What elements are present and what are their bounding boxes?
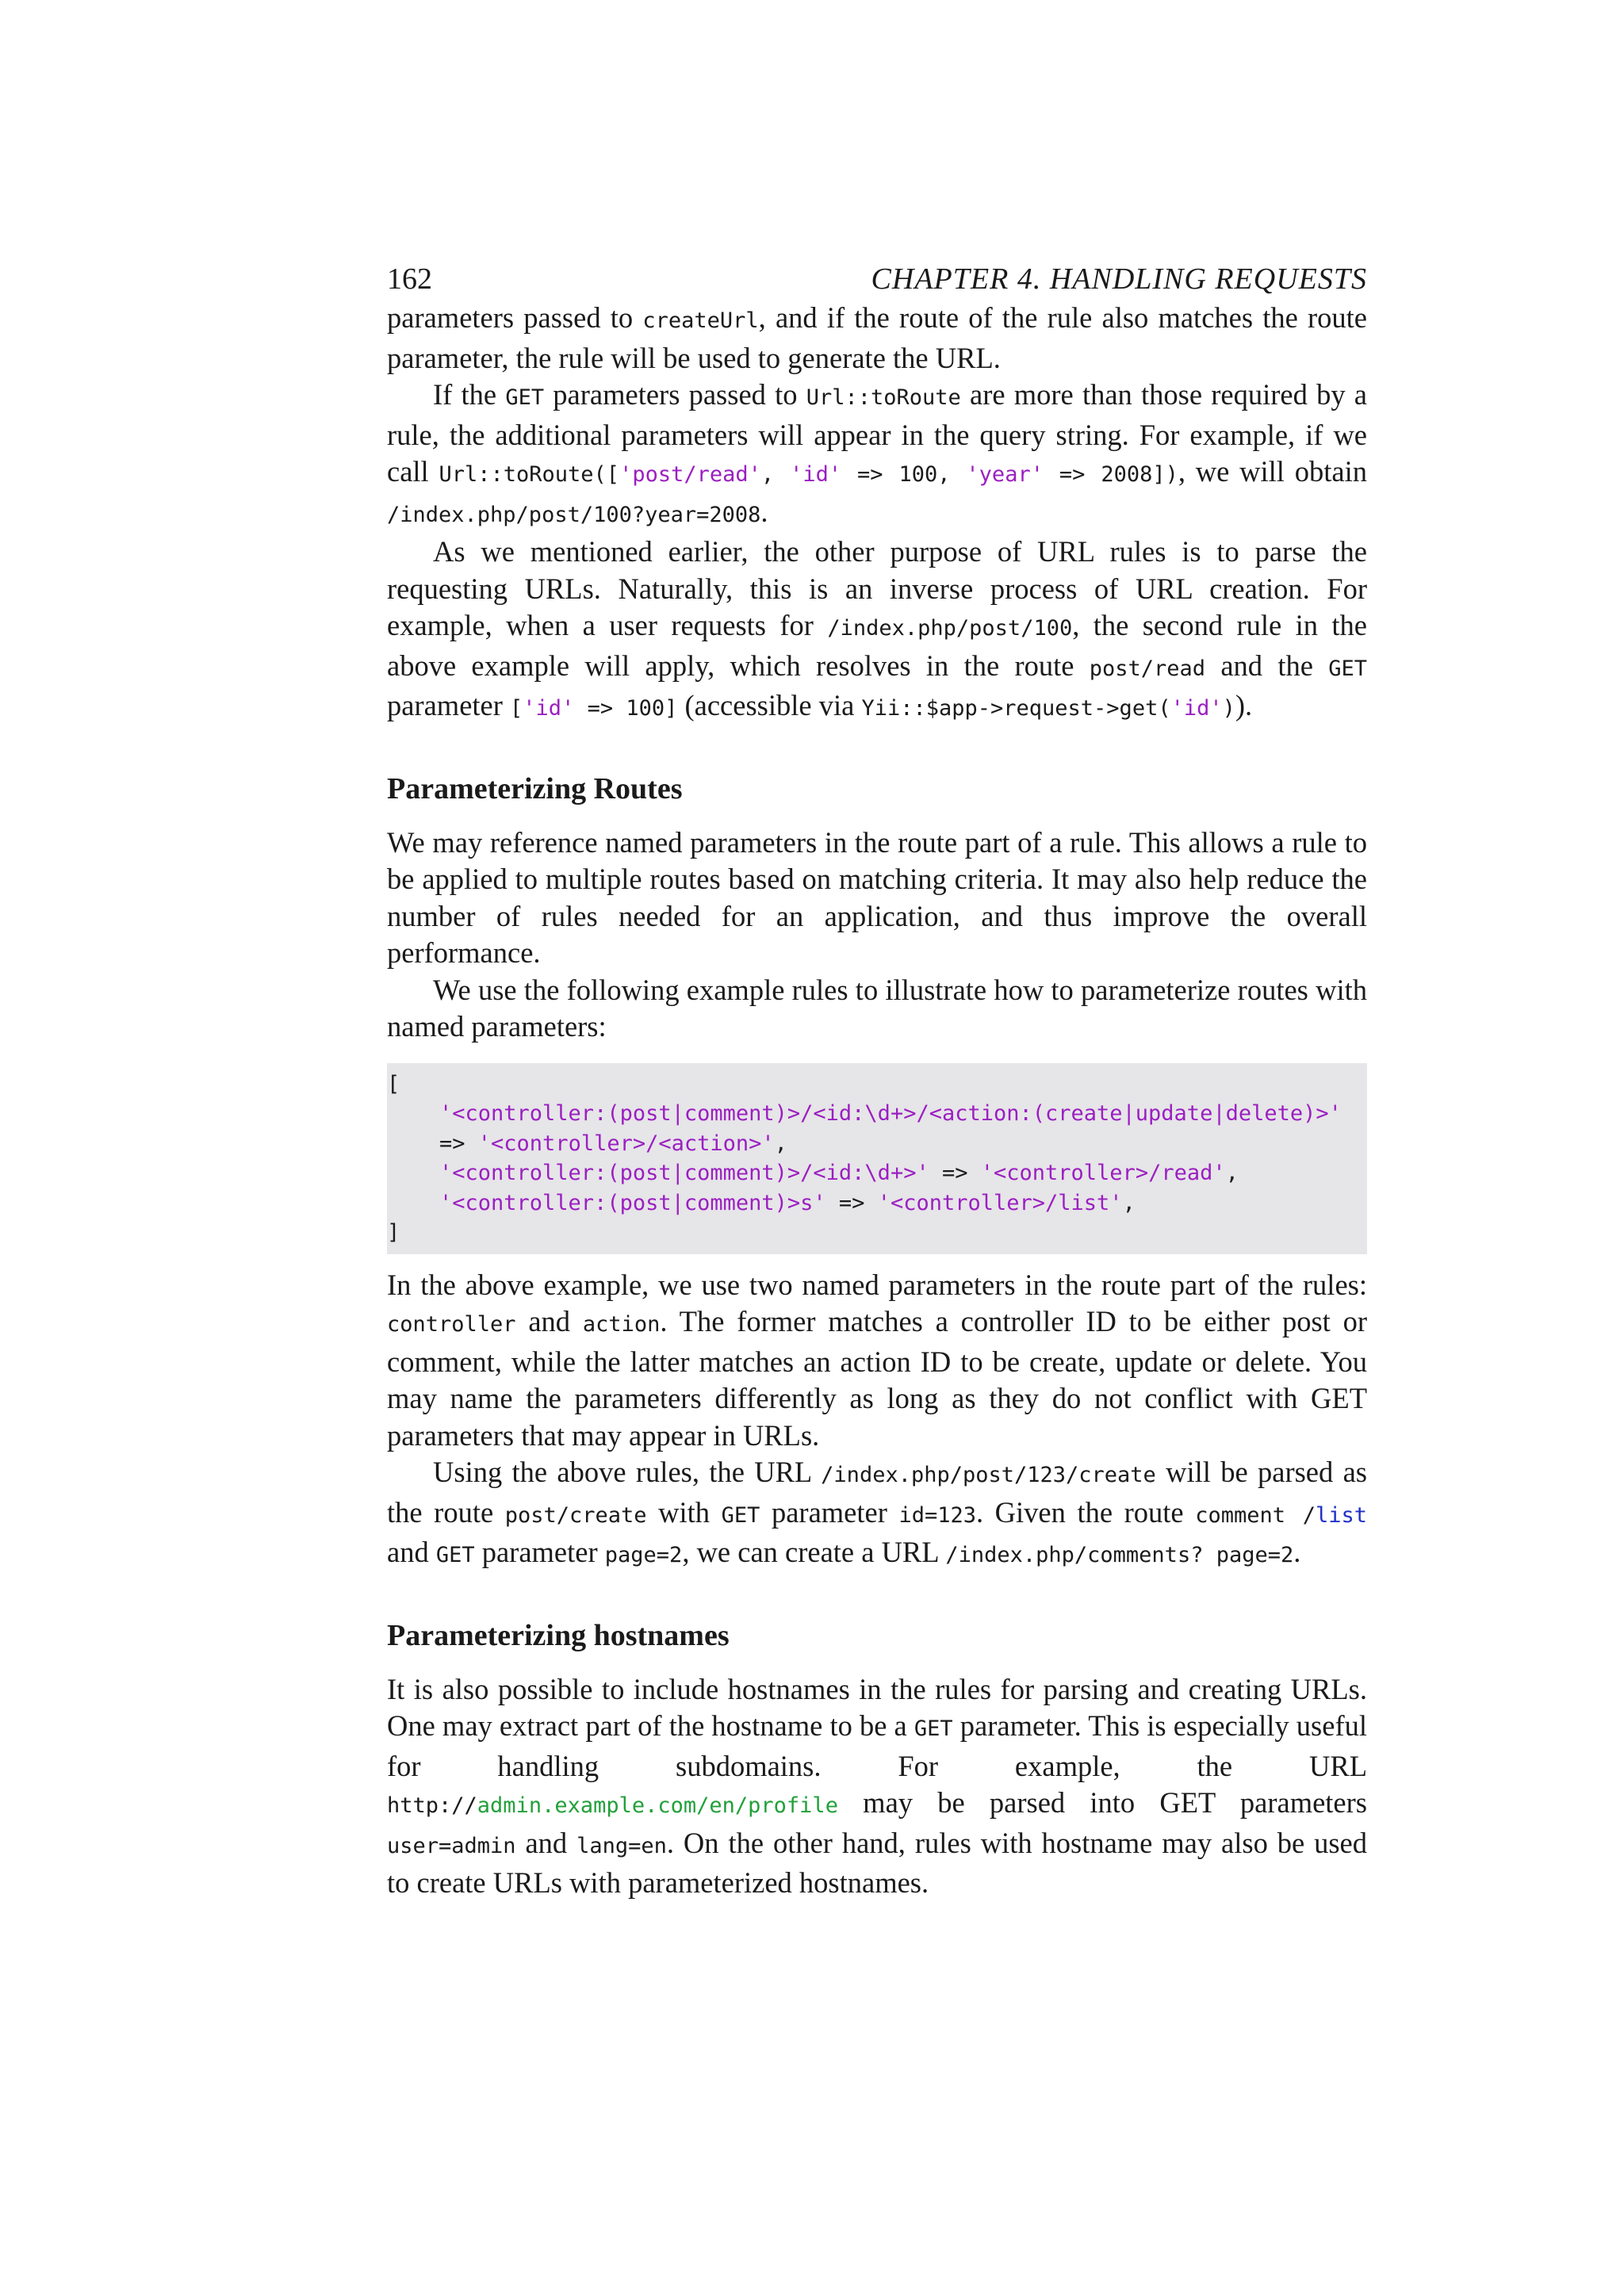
inline-code: ['id' => 100] xyxy=(510,696,678,721)
inline-code: lang=en xyxy=(576,1833,667,1858)
page-number: 162 xyxy=(387,262,432,296)
paragraph: Using the above rules, the URL /index.php/post/123/create will be parsed as the route post/create with GET parameter id=123. Given the route comment /list and GET parameter page=2, we can create a URL /index.php/comments? page=2. xyxy=(387,1456,1367,1568)
chapter-title: CHAPTER 4. HANDLING REQUESTS xyxy=(871,262,1367,296)
running-header xyxy=(387,252,1367,300)
document-page xyxy=(387,252,1367,1902)
inline-code: user=admin xyxy=(387,1833,516,1858)
inline-code: controller xyxy=(387,1312,516,1337)
inline-code: action xyxy=(582,1312,661,1337)
code-line: => '<controller>/<action>', xyxy=(439,1131,787,1156)
inline-code: /index.php/post/100 xyxy=(827,616,1073,641)
inline-code: id=123 xyxy=(898,1502,976,1528)
inline-code: Yii::$app->request->get('id') xyxy=(861,696,1235,721)
inline-code: /index.php/post/100?year=2008 xyxy=(387,502,761,527)
section-heading: Parameterizing hostnames xyxy=(387,1618,730,1652)
inline-code: post/create xyxy=(504,1502,647,1528)
inline-code: GET xyxy=(505,385,545,410)
code-block xyxy=(387,1063,1367,1254)
paragraph: It is also possible to include hostnames in the rules for parsing and creating URLs. One may extract part of the hostname to be a GET parameter. This is especially useful for handling subdomains. For example, the URL http://admin.example.com/en/profile may be parsed into GET parameters user=admin and lang=en. On the other hand, rules with hostname may also be used to create URLs with parameterized hostnames. xyxy=(387,1672,1368,1899)
code-line: ] xyxy=(387,1220,400,1245)
inline-code: comment /list xyxy=(1195,1502,1367,1528)
url-link[interactable]: http://admin.example.com/en/profile xyxy=(387,1793,838,1818)
code-line: '<controller:(post|comment)>s' => '<controller>/list', xyxy=(439,1190,1136,1215)
inline-code: GET xyxy=(1328,656,1368,681)
inline-code: GET xyxy=(721,1502,760,1528)
paragraph: In the above example, we use two named parameters in the route part of the rules: controller and action. The former matches a controller ID to be either post or comment, while the latter matches an action ID to be create, update or delete. You may name the parameters differently as long as they do not conflict with GET parameters that may appear in URLs. xyxy=(387,1268,1367,1452)
paragraph: We use the following example rules to illustrate how to parameterize routes with named parameters: xyxy=(387,973,1367,1043)
inline-code: Url::toRoute(['post/read', 'id' => 100, 'year' => 2008]) xyxy=(439,462,1178,487)
section-heading: Parameterizing Routes xyxy=(387,771,683,806)
inline-code: post/read xyxy=(1089,656,1206,681)
paragraph: parameters passed to createUrl, and if the route of the rule also matches the route parameter, the rule will be used to generate the URL. xyxy=(387,301,1367,374)
inline-code: page=2 xyxy=(604,1543,683,1567)
paragraph: As we mentioned earlier, the other purpose of URL rules is to parse the requesting URLs. Naturally, this is an inverse process of URL creation. For example, when a user requests for /index.php/post/100, the second rule in the above example will apply, which resolves in the route post/read and the GET parameter ['id' => 100] (accessible via Yii::$app->request->get('id')). xyxy=(387,535,1368,721)
inline-code: /index.php/post/123/create xyxy=(821,1463,1156,1487)
code-line: '<controller:(post|comment)>/<id:\d+>/<action:(create|update|delete)>' xyxy=(439,1101,1342,1126)
code-line: [ xyxy=(387,1071,400,1096)
inline-code: GET xyxy=(435,1543,475,1567)
inline-code: createUrl xyxy=(642,308,759,333)
paragraph: If the GET parameters passed to Url::toRoute are more than those required by a rule, the additional parameters will appear in the query string. For example, if we call Url::toRoute(['post/read', 'id' => 100, 'year' => 2008]), we will obtain /index.php/post/100?year=2008. xyxy=(387,378,1367,528)
inline-code: GET xyxy=(914,1716,953,1741)
code-line: '<controller:(post|comment)>/<id:\d+>' => '<controller>/read', xyxy=(439,1161,1239,1185)
inline-code: Url::toRoute xyxy=(806,385,961,410)
paragraph: We may reference named parameters in the route part of a rule. This allows a rule to be applied to multiple routes based on matching criteria. It may also help reduce the number of rules needed for an application, and thus improve the overall performance. xyxy=(387,825,1367,969)
inline-code: /index.php/comments? page=2 xyxy=(945,1543,1294,1567)
